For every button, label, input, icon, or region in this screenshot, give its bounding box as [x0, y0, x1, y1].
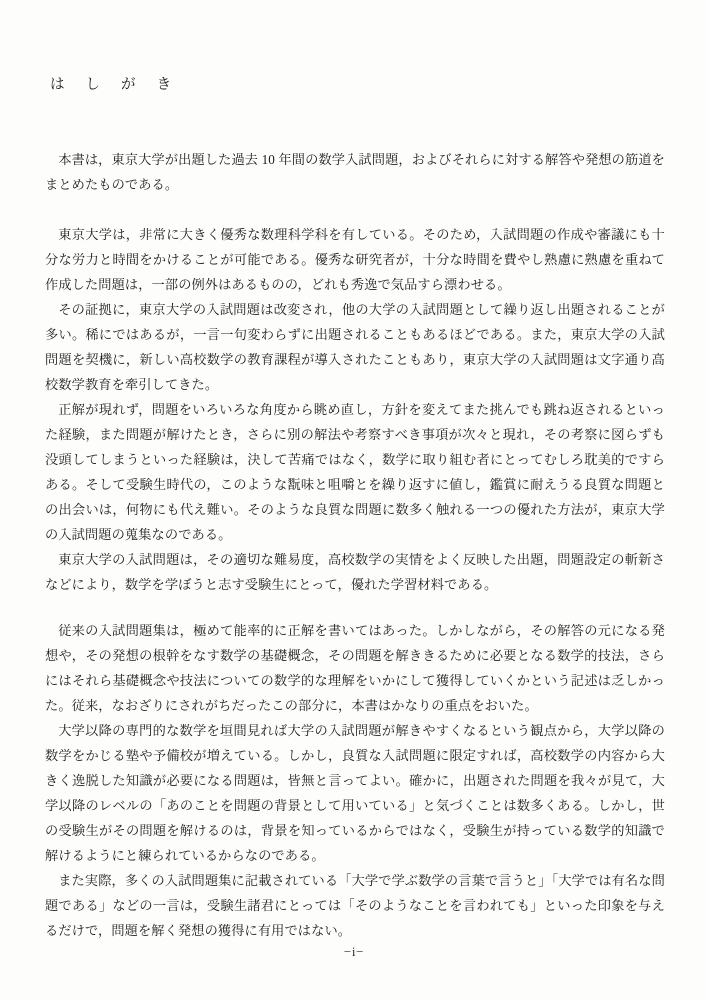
section-book-approach [45, 618, 665, 943]
paragraph: 東京大学は，非常に大きく優秀な数理科学科を有している。そのため，入試問題の作成や審議にも十分な労力と時間をかけることが可能である。優秀な研究者が，十分な時間を費やし熟慮に熟慮を重ねて作成した問題は，一部の例外はあるものの，どれも秀逸で気品すら漂わせる。 [45, 227, 665, 292]
page-content [45, 75, 665, 943]
paragraph: その証拠に，東京大学の入試問題は改変され，他の大学の入試問題として繰り返し出題されることが多い。稀にではあるが，一言一句変わらずに出題されることもあるほどである。また，東京大学の入試問題を契機に，新しい高校数学の教育課程が導入されたこともあり，東京大学の入試問題は文字通り高校数学教育を牽引してきた。 [45, 302, 665, 392]
page-number: −i− [343, 944, 365, 959]
paragraph: 従来の入試問題集は，極めて能率的に正解を書いてはあった。しかしながら，その解答の元になる発想や，その発想の根幹をなす数学の基礎概念，その問題を解ききるために必要となる数学的技法，さらにはそれら基礎概念や技法についての数学的な理解をいかにして獲得していくかという記述は乏しかった。従来，なおざりにされがちだったこの部分に，本書はかなりの重点をおいた。 [45, 623, 665, 713]
paragraph: また実際，多くの入試問題集に記載されている「大学で学ぶ数学の言葉で言うと」「大学では有名な問題である」などの一言は，受験生諸君にとっては「そのようなことを言われても」といった印象を与えるだけで，問題を解く発想の獲得に有用ではない。 [45, 873, 665, 938]
section-todai-problems [45, 222, 665, 597]
paragraph: 東京大学の入試問題は，その適切な難易度，高校数学の実情をよく反映した出題，問題設定の斬新さなどにより，数学を学ぼうと志す受験生にとって，優れた学習材料である。 [45, 552, 665, 592]
paragraph: 大学以降の専門的な数学を垣間見れば大学の入試問題が解きやすくなるという観点から，大学以降の数学をかじる塾や予備校が増えている。しかし，良質な入試問題に限定すれば，高校数学の内容から大きく逸脱した知識が必要になる問題は，皆無と言ってよい。確かに，出題された問題を我々が見て，大学以降のレベルの「あのことを問題の背景として用いている」と気づくことは数多くある。しかし，世の受験生がその問題を解けるのは，背景を知っているからではなく，受験生が持っている数学的知識で解けるようにと練られているからなのである。 [45, 723, 665, 863]
section-intro [45, 147, 665, 197]
page-title: はしがき [50, 77, 193, 93]
paragraph: 本書は，東京大学が出題した過去 10 年間の数学入試問題，およびそれらに対する解答や発想の筋道をまとめたものである。 [45, 152, 665, 192]
paragraph: 正解が現れず，問題をいろいろな角度から眺め直し，方針を変えてまた挑んでも跳ね返されるといった経験，また問題が解けたとき，さらに別の解法や考察すべき事項が次々と現れ，その考察に図らずも没頭してしまうといった経験は，決して苦痛ではなく，数学に取り組む者にとってむしろ耽美的ですらある。そして受験生時代の，このような翫味と咀嚼とを繰り返すに値し，鑑賞に耐えうる良質な問題との出会いは，何物にも代え難い。そのような良質な問題に数多く触れる一つの優れた方法が，東京大学の入試問題の蒐集なのである。 [45, 402, 665, 542]
